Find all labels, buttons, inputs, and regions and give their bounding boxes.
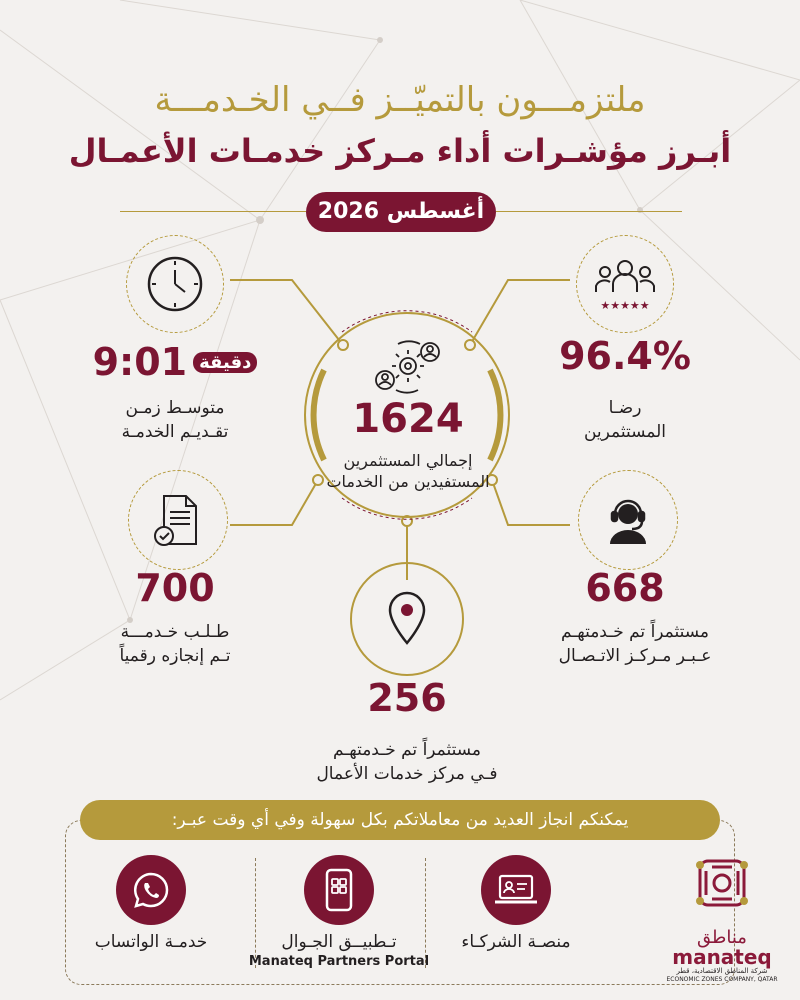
call-center-label-line2: عـبـر مـركـز الاتـصـال xyxy=(558,646,712,666)
channel-divider-right xyxy=(425,858,426,968)
avg-time-value: 9:01 xyxy=(92,340,188,384)
headset-agent-icon xyxy=(598,490,658,550)
digital-requests-label-line2: تـم إنجازه رقمياً xyxy=(119,646,231,666)
mobile-app-channel-label[interactable]: تـطبيــق الجـوال xyxy=(281,932,397,952)
document-check-icon-frame xyxy=(128,470,228,570)
satisfaction-label-line2: المستثمرين xyxy=(583,422,667,442)
date-line-left xyxy=(120,211,306,212)
page-subtitle: أبـرز مؤشـرات أداء مـركز خدمـات الأعمـال xyxy=(68,132,732,170)
users-rating-icon-frame xyxy=(576,235,674,333)
document-check-icon xyxy=(150,490,206,550)
whatsapp-icon xyxy=(131,870,171,910)
partner-platform-channel-icon[interactable] xyxy=(481,855,551,925)
laptop-profile-icon xyxy=(493,872,539,908)
mobile-app-channel-icon[interactable] xyxy=(304,855,374,925)
users-rating-icon xyxy=(590,254,660,314)
avg-time-label xyxy=(75,396,275,444)
page-title: ملتزمـــون بالتميّــز فــي الخـدمـــة xyxy=(154,80,646,120)
logo-tagline-ar: شركة المناطق الاقتصادية، قطر xyxy=(676,967,768,975)
date-line-right xyxy=(496,211,682,212)
svg-text:★★★★★: ★★★★★ xyxy=(600,299,650,312)
channel-divider-left xyxy=(255,858,256,968)
channels-banner: يمكنكم انجاز العديد من معاملاتكم بكل سهولة وفي أي وقت عبـر: xyxy=(80,800,720,840)
date-badge: أغسطس 2026 xyxy=(306,192,496,232)
business-center-value: 256 xyxy=(367,676,447,720)
investors-gear-icon xyxy=(372,336,444,396)
mobile-app-channel-sublabel[interactable]: Manateq Partners Portal xyxy=(248,954,430,969)
partner-platform-channel-label[interactable]: منصـة الشركـاء xyxy=(461,932,571,952)
total-investors-value: 1624 xyxy=(352,396,464,442)
call-center-label xyxy=(525,620,745,668)
avg-time-label-line1: متوسـط زمـن xyxy=(125,398,225,418)
logo-latin: manateq xyxy=(672,945,772,969)
digital-requests-label xyxy=(75,620,275,668)
business-center-label-line1: مستثمراً تم خـدمتهـم xyxy=(332,740,482,760)
clock-icon xyxy=(145,254,205,314)
satisfaction-label-line1: رضـا xyxy=(608,398,642,418)
whatsapp-channel-label[interactable]: خدمـة الواتساب xyxy=(94,932,208,952)
total-investors-label: إجمالي المستثمرين المستفيدين من الخدمات xyxy=(326,451,490,491)
avg-time-unit: دقيقة xyxy=(193,352,257,373)
location-pin-icon xyxy=(386,590,428,648)
digital-requests-label-line1: طـلـب خـدمـــة xyxy=(120,622,230,642)
digital-requests-value: 700 xyxy=(135,566,215,610)
business-center-label-line2: فـي مركز خدمات الأعمال xyxy=(316,764,498,784)
satisfaction-label xyxy=(545,396,705,444)
logo-tagline-en: ECONOMIC ZONES COMPANY, QATAR xyxy=(666,976,778,983)
business-center-label xyxy=(292,738,522,786)
whatsapp-channel-icon[interactable] xyxy=(116,855,186,925)
manateq-logo xyxy=(662,855,782,985)
satisfaction-value: 96.4% xyxy=(559,334,691,378)
manateq-emblem xyxy=(662,855,782,925)
logo-arabic: مناطق xyxy=(697,927,747,948)
call-center-label-line1: مستثمراً تم خـدمتهـم xyxy=(560,622,710,642)
call-center-value: 668 xyxy=(585,566,665,610)
clock-icon-frame xyxy=(126,235,224,333)
headset-agent-icon-frame xyxy=(578,470,678,570)
avg-time-label-line2: تقـديـم الخدمـة xyxy=(121,422,229,442)
avg-time-value-row xyxy=(92,340,255,384)
mobile-app-icon xyxy=(322,867,356,913)
